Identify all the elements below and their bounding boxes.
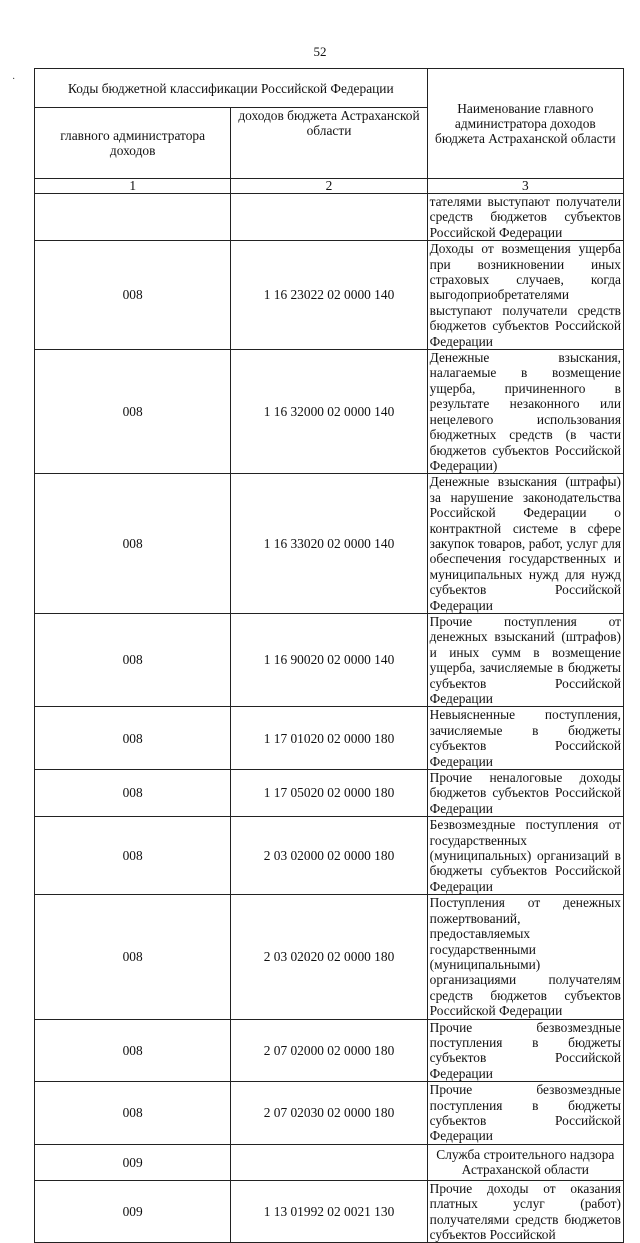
- description-cell: тателями выступают получатели средств бюджетов субъектов Российской Федерации: [427, 194, 623, 241]
- header-col2: доходов бюджета Астраханской области: [231, 108, 427, 179]
- revenue-code-cell: 2 07 02030 02 0000 180: [231, 1082, 427, 1145]
- stray-mark: ·: [12, 74, 16, 85]
- description-cell: Прочие доходы от оказания платных услуг (работ) получателями средств бюджетов субъектов Российской: [427, 1180, 623, 1243]
- admin-code-cell: 009: [35, 1144, 231, 1180]
- description-cell: Прочие безвозмездные поступления в бюджеты субъектов Российской Федерации: [427, 1019, 623, 1082]
- table-row: [35, 241, 624, 350]
- admin-code-cell: 008: [35, 707, 231, 770]
- table-row-section: [35, 1144, 624, 1180]
- admin-code-cell: 008: [35, 1082, 231, 1145]
- page-number: 52: [313, 44, 327, 59]
- description-cell: Поступления от денежных пожертвований, предоставляемых государственными (муниципальными) организациями получателям средств бюджетов субъектов Российской Федерации: [427, 895, 623, 1019]
- table-row: [35, 707, 624, 770]
- admin-code-cell: 008: [35, 613, 231, 706]
- table-row: [35, 350, 624, 474]
- table-row: [35, 770, 624, 817]
- revenue-code-cell: 1 13 01992 02 0021 130: [231, 1180, 427, 1243]
- revenue-code-cell: 1 17 05020 02 0000 180: [231, 770, 427, 817]
- table-row: [35, 613, 624, 706]
- revenue-code-cell: 2 07 02000 02 0000 180: [231, 1019, 427, 1082]
- revenue-code-cell: 1 16 90020 02 0000 140: [231, 613, 427, 706]
- admin-code-cell: 008: [35, 350, 231, 474]
- column-number-2: 2: [231, 179, 427, 194]
- description-cell: Денежные взыскания, налагаемые в возмещение ущерба, причиненного в результате незаконного или нецелевого использования бюджетных средств (в части бюджетов субъектов Российской Федерации): [427, 350, 623, 474]
- revenue-code-cell: 2 03 02000 02 0000 180: [231, 817, 427, 895]
- table-row: [35, 1082, 624, 1145]
- description-cell: Прочие поступления от денежных взысканий (штрафов) и иных сумм в возмещение ущерба, зачисляемые в бюджеты субъектов Российской Федерации: [427, 613, 623, 706]
- description-cell: Прочие неналоговые доходы бюджетов субъектов Российской Федерации: [427, 770, 623, 817]
- revenue-code-cell: 1 16 32000 02 0000 140: [231, 350, 427, 474]
- header-row-group: [35, 69, 624, 108]
- admin-code-cell: 009: [35, 1180, 231, 1243]
- table-row: [35, 474, 624, 614]
- table-row: [35, 895, 624, 1019]
- header-col1: главного администратора доходов: [35, 108, 231, 179]
- column-number-3: 3: [427, 179, 623, 194]
- revenue-code-cell: [231, 194, 427, 241]
- admin-code-cell: 008: [35, 474, 231, 614]
- header-col3: Наименование главного администратора доходов бюджета Астраханской области: [427, 69, 623, 179]
- admin-code-cell: 008: [35, 895, 231, 1019]
- budget-codes-table: [34, 68, 624, 1243]
- column-number-row: [35, 179, 624, 194]
- revenue-code-cell: [231, 1144, 427, 1180]
- description-cell: Доходы от возмещения ущерба при возникновении иных страховых случаев, когда выгодоприобретателями выступают получатели средств бюджетов субъектов Российской Федерации: [427, 241, 623, 350]
- admin-code-cell: 008: [35, 241, 231, 350]
- column-number-1: 1: [35, 179, 231, 194]
- description-cell: Невыясненные поступления, зачисляемые в бюджеты субъектов Российской Федерации: [427, 707, 623, 770]
- table-row: [35, 817, 624, 895]
- admin-code-cell: [35, 194, 231, 241]
- section-title-cell: Служба строительного надзора Астраханской области: [427, 1144, 623, 1180]
- revenue-code-cell: 2 03 02020 02 0000 180: [231, 895, 427, 1019]
- revenue-code-cell: 1 16 23022 02 0000 140: [231, 241, 427, 350]
- table-row: [35, 1019, 624, 1082]
- revenue-code-cell: 1 17 01020 02 0000 180: [231, 707, 427, 770]
- admin-code-cell: 008: [35, 817, 231, 895]
- admin-code-cell: 008: [35, 1019, 231, 1082]
- description-cell: Безвозмездные поступления от государственных (муниципальных) организаций в бюджеты субъектов Российской Федерации: [427, 817, 623, 895]
- description-cell: Денежные взыскания (штрафы) за нарушение законодательства Российской Федерации о контрактной системе в сфере закупок товаров, работ, услуг для обеспечения государственных и муниципальных нужд для нужд субъектов Российской Федерации: [427, 474, 623, 614]
- admin-code-cell: 008: [35, 770, 231, 817]
- description-cell: Прочие безвозмездные поступления в бюджеты субъектов Российской Федерации: [427, 1082, 623, 1145]
- revenue-code-cell: 1 16 33020 02 0000 140: [231, 474, 427, 614]
- table-row: [35, 194, 624, 241]
- table-row: [35, 1180, 624, 1243]
- header-group-title: Коды бюджетной классификации Российской Федерации: [35, 69, 428, 108]
